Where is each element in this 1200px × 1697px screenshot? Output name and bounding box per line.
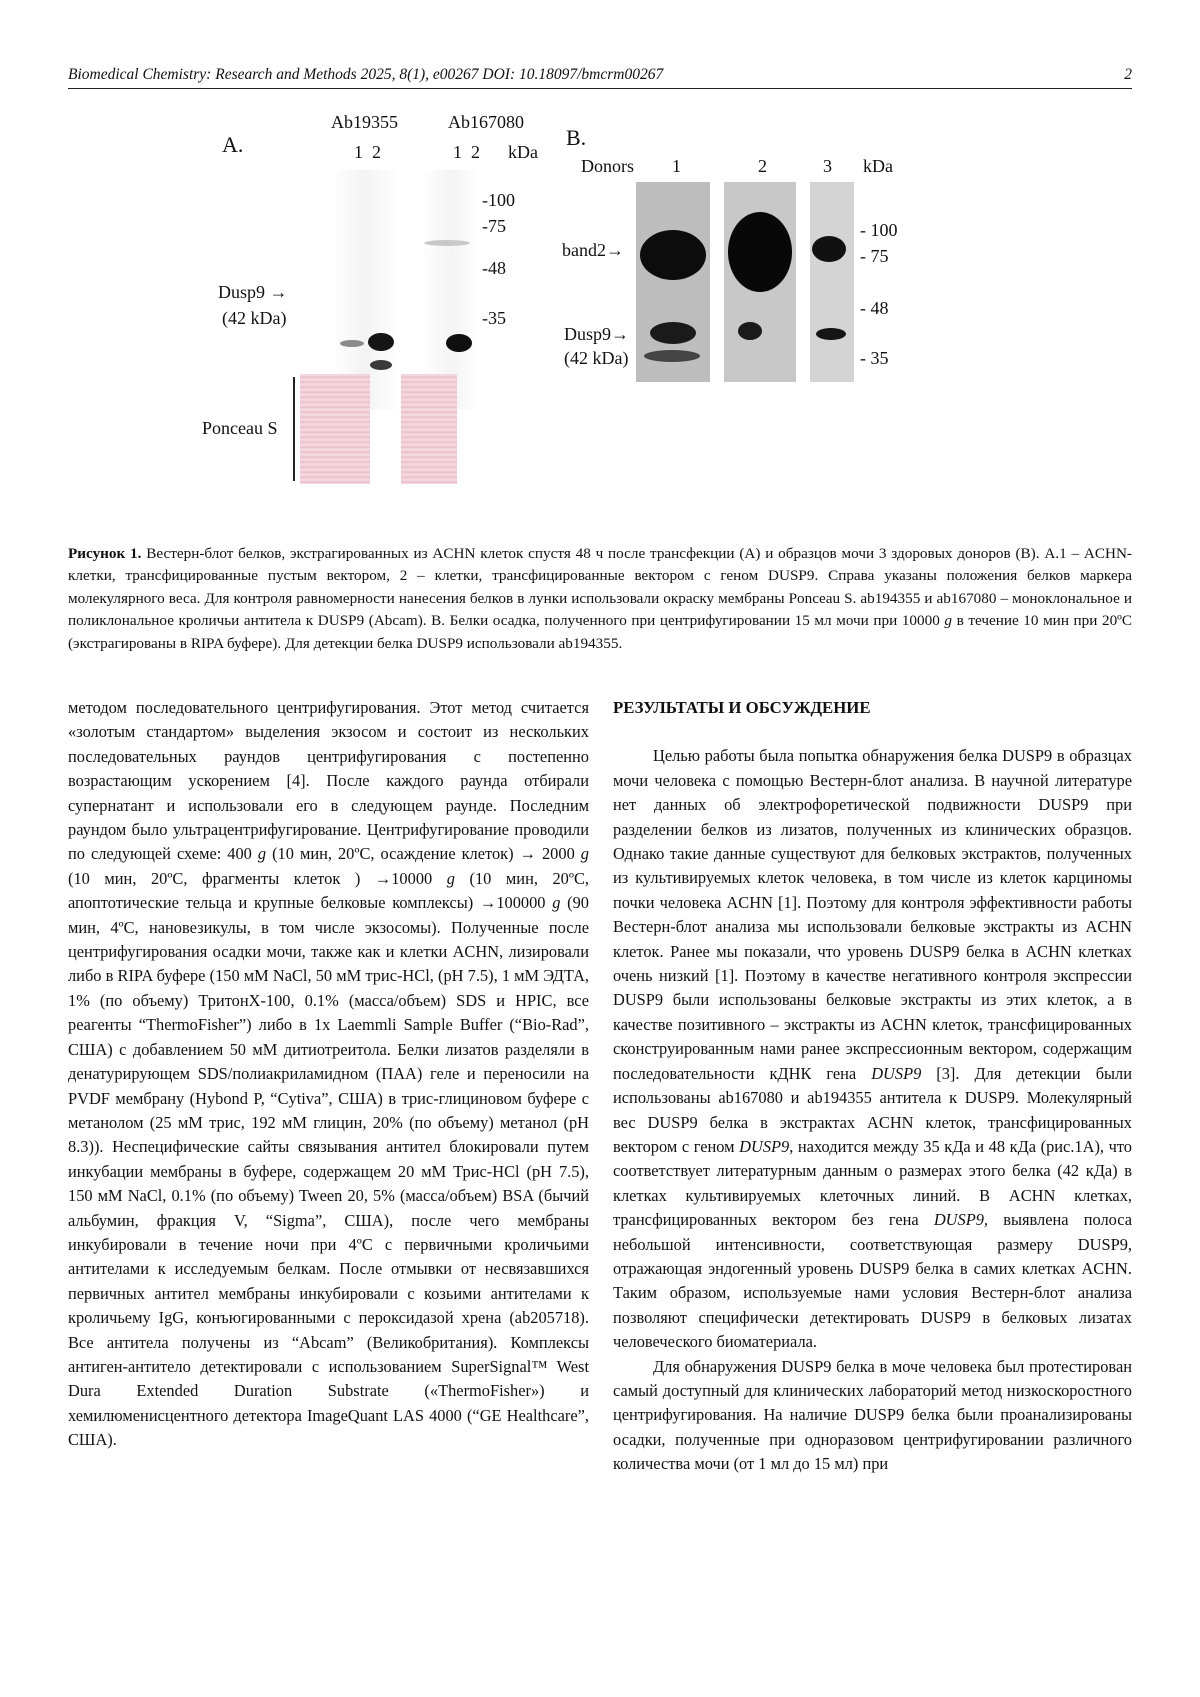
marker-label: - 75 xyxy=(860,246,889,266)
ponceau-label: Ponceau S xyxy=(202,418,278,438)
blot-band xyxy=(340,340,364,347)
blot-band xyxy=(816,328,846,340)
caption-text-2: в течение 10 мин при 20ºС (экстрагированы в RIPA буфере). Для детекции белка DUSP9 использовали ab194355. xyxy=(68,612,1132,652)
marker-label: - 35 xyxy=(860,348,889,368)
blot-lane-donor-1 xyxy=(636,182,710,382)
italic-g: g xyxy=(257,844,267,864)
blot-band xyxy=(370,360,392,370)
text-run: выявлена полоса небольшой интенсивности, соответствующая размеру DUSP9, отражающая эндогенный уровень DUSP9 белка в самих клетках ACHN. Таким образом, используемые нами условия Вестерн-блот анализа позволяют специфически детектировать DUSP9 в белковых лизатах человеческого биоматериала. xyxy=(613,1210,1132,1352)
left-column xyxy=(68,696,589,1453)
donor-2-label: 2 xyxy=(758,156,767,176)
results-paragraph-2: Для обнаружения DUSP9 белка в моче человека был протестирован самый доступный для клинических лабораторий метод низкоскоростного центрифугирования. На наличие DUSP9 белка были проанализированы осадки, полученные при одноразовом центрифугировании различного количества мочи (от 1 мл до 15 мл) при xyxy=(613,1356,1132,1474)
text-run: [3]. Для детекции были использованы ab167080 и ab194355 антитела к DUSP9. Молекулярный вес DUSP9 белка в экстрактах ACHN клеток, трансфицированных вектором с геном xyxy=(613,1063,1132,1156)
kda-unit-label-b: kDa xyxy=(863,156,893,176)
panel-b-label: B. xyxy=(566,125,587,150)
marker-label: -48 xyxy=(482,258,506,278)
donors-label: Donors xyxy=(581,156,634,176)
blot-band xyxy=(644,350,700,362)
page-number: 2 xyxy=(1124,66,1132,83)
blot-band xyxy=(640,230,706,280)
donor-1-label: 1 xyxy=(672,156,681,176)
methods-paragraph xyxy=(68,696,589,1453)
blot-band xyxy=(424,240,470,246)
marker-label: -75 xyxy=(482,216,506,236)
caption-text: Вестерн-блот белков, экстрагированных из ACHN клеток спустя 48 ч после трансфекции (А) и образцов мочи 3 здоровых доноров (В). А.1 – ACHN-клетки, трансфицированные пустым вектором, 2 – клетки, трансфицированные вектором с геном DUSP9. Справа указаны положения белков маркера молекулярного веса. Для контроля равномерности нанесения белков в лунки использовали окраску мембраны Ponceau S. ab194355 и ab167080 – моноклональное и поликлональное кроличьи антитела к DUSP9 (Abcam). В. Белки осадка, полученного при центрифугировании 15 мл мочи при 10000 xyxy=(68,545,1132,630)
blot-band xyxy=(812,236,846,262)
ponceau-stain-2 xyxy=(401,374,457,484)
text-run: Целью работы была попытка обнаружения белка DUSP9 в образцах мочи человека с помощью Вестерн-блот анализа. В научной литературе нет данных об электрофоретической подвижности DUSP9 при разделении белков из лизатов, полученных из клинических образцов. Однако такие данные существуют для белковых экстрактов, полученных из культивируемых клеток человека, в том числе из клеток карциномы почки человека ACHN [1]. Поэтому для контроля эффективности работы Вестерн-блот анализа мы использовали белковые экстракты из ACHN клеток. Ранее мы показали, что уровень DUSP9 белка в ACHN клетках очень низкий [1]. Поэтому в качестве негативного контроля экспрессии DUSP9 были использованы белковые экстракты из этих клеток, а в качестве позитивного – экстракты из ACHN клеток, трансфицированных сконструированным нами ранее экспрессионным вектором, содержащим последовательности кДНК гена xyxy=(613,746,1132,1083)
text-run: (10 мин, 20ºС, апоптотические тельца и крупные белковые комплексы) →100000 xyxy=(68,868,589,913)
journal-citation: Biomedical Chemistry: Research and Methods 2025, 8(1), e00267 DOI: 10.18097/bmcrm00267 xyxy=(68,66,664,83)
antibody-2-label: Ab167080 xyxy=(448,112,524,132)
dusp9-arrow-label: Dusp9 → xyxy=(218,282,288,302)
dusp9-arrow-label-b: Dusp9→ xyxy=(564,324,630,344)
blot-band xyxy=(738,322,762,340)
figure-caption xyxy=(68,543,1132,655)
blot-band xyxy=(446,334,472,352)
blot-band xyxy=(650,322,696,344)
figure-1 xyxy=(68,112,1132,532)
text-run: (90 мин, 4ºС, нановезикулы, в том числе экзосомы). Полученные после центрифугирования осадки мочи, также как и клетки ACHN, лизировали либо в RIPA буфере (150 мМ NaCl, 50 мМ трис-HCl, (pH 7.5), 1 мМ ЭДТА, 1% (по объему) ТритонX-100, 0.1% (масса/объем) SDS и HPIC, все реагенты “ThermoFisher”) либо в 1x Laemmli Sample Buffer (“Bio-Rad”, США) с добавлением 50 мМ дитиотреитола. Белки лизатов разделяли в денатурирующем SDS/полиакриламидном (ПАА) геле и переносили на PVDF мембрану (Hybond P, “Cytiva”, США) в трис-глициновом буфере с метанолом (25 мМ трис, 192 мМ глицин, 20% (по объему) метанол (pH 8.3)). Неспецифические сайты связывания антител блокировали путем инкубации мембраны в буфере, содержащем 20 мМ Трис-HCl (pH 7.5), 150 мМ NaCl, 0.1% (по объему) Tween 20, 5% (масса/объем) BSA (бычий альбумин, фракция V, “Sigma”, США), после чего мембраны инкубировали в течение ночи при 4ºС с первичными кроличьими антителами к исследуемым белкам. После отмывки от несвязавшихся первичных антител мембраны инкубировали с козьими антителами к кроличьему IgG, конъюгированными с пероксидазой хрена (ab205718). Все антитела получены из “Abcam” (Великобритания). Комплексы антиген-антитело детектировали с использованием SuperSignal™ West Dura Extended Duration Substrate («ThermoFisher») и хемилюменисцентного детектора ImageQuant LAS 4000 (“GE Healthcare”, США). xyxy=(68,893,589,1450)
gene-name: DUSP9 xyxy=(871,1063,922,1083)
results-paragraph-1 xyxy=(613,744,1132,1354)
donor-3-label: 3 xyxy=(823,156,832,176)
section-title: РЕЗУЛЬТАТЫ И ОБСУЖДЕНИЕ xyxy=(613,698,871,717)
text-run: (10 мин, 20ºС, осаждение клеток) → 2000 xyxy=(266,844,581,864)
marker-label: - 48 xyxy=(860,298,889,318)
text-run: (10 мин, 20ºС, фрагменты клеток ) →10000 xyxy=(68,868,447,888)
marker-label: -35 xyxy=(482,308,506,328)
ponceau-divider xyxy=(293,377,295,481)
gene-name: DUSP9, xyxy=(933,1210,989,1230)
italic-g: g xyxy=(580,844,589,864)
lane-numbers-2: 1 2 xyxy=(453,142,480,162)
dusp9-kda-label-b: (42 kDa) xyxy=(564,348,629,368)
blot-lane-donor-2 xyxy=(724,182,796,382)
panel-a-label: A. xyxy=(222,132,244,157)
running-header xyxy=(68,64,1132,89)
ponceau-stain-1 xyxy=(300,374,370,484)
right-column xyxy=(613,696,1132,1477)
text-run: , находится между 35 кДа и 48 кДа (рис.1А), что соответствует литературным данным о размерах этого белка (42 кДа) в клетках культивируемых клеточных линий. В ACHN клетках, трансфицированных вектором без гена xyxy=(613,1136,1132,1230)
kda-unit-label: kDa xyxy=(508,142,538,162)
caption-label: Рисунок 1. xyxy=(68,545,142,562)
gene-name: DUSP9 xyxy=(739,1136,790,1156)
blot-lane-donor-3 xyxy=(810,182,854,382)
blot-band xyxy=(728,212,792,292)
marker-label: - 100 xyxy=(860,220,898,240)
marker-label: -100 xyxy=(482,190,515,210)
italic-g: g xyxy=(446,868,455,888)
lane-numbers-1: 1 2 xyxy=(354,142,381,162)
blot-band xyxy=(368,333,394,351)
band2-arrow-label: band2→ xyxy=(562,240,624,260)
italic-g: g xyxy=(552,893,561,913)
caption-g: g xyxy=(944,612,952,630)
dusp9-kda-label: (42 kDa) xyxy=(222,308,287,328)
text-run: методом последовательного центрифугирования. Этот метод считается «золотым стандартом» выделения экзосом и состоит из нескольких последовательных раундов центрифугирования с постепенно возрастающим ускорением [4]. После каждого раунда отбирали супернатант и использовали его в следующем раунде. Последним раундом было ультрацентрифугирование. Центрифугирование проводили по следующей схеме: 400 xyxy=(68,698,589,864)
antibody-1-label: Ab19355 xyxy=(331,112,398,132)
